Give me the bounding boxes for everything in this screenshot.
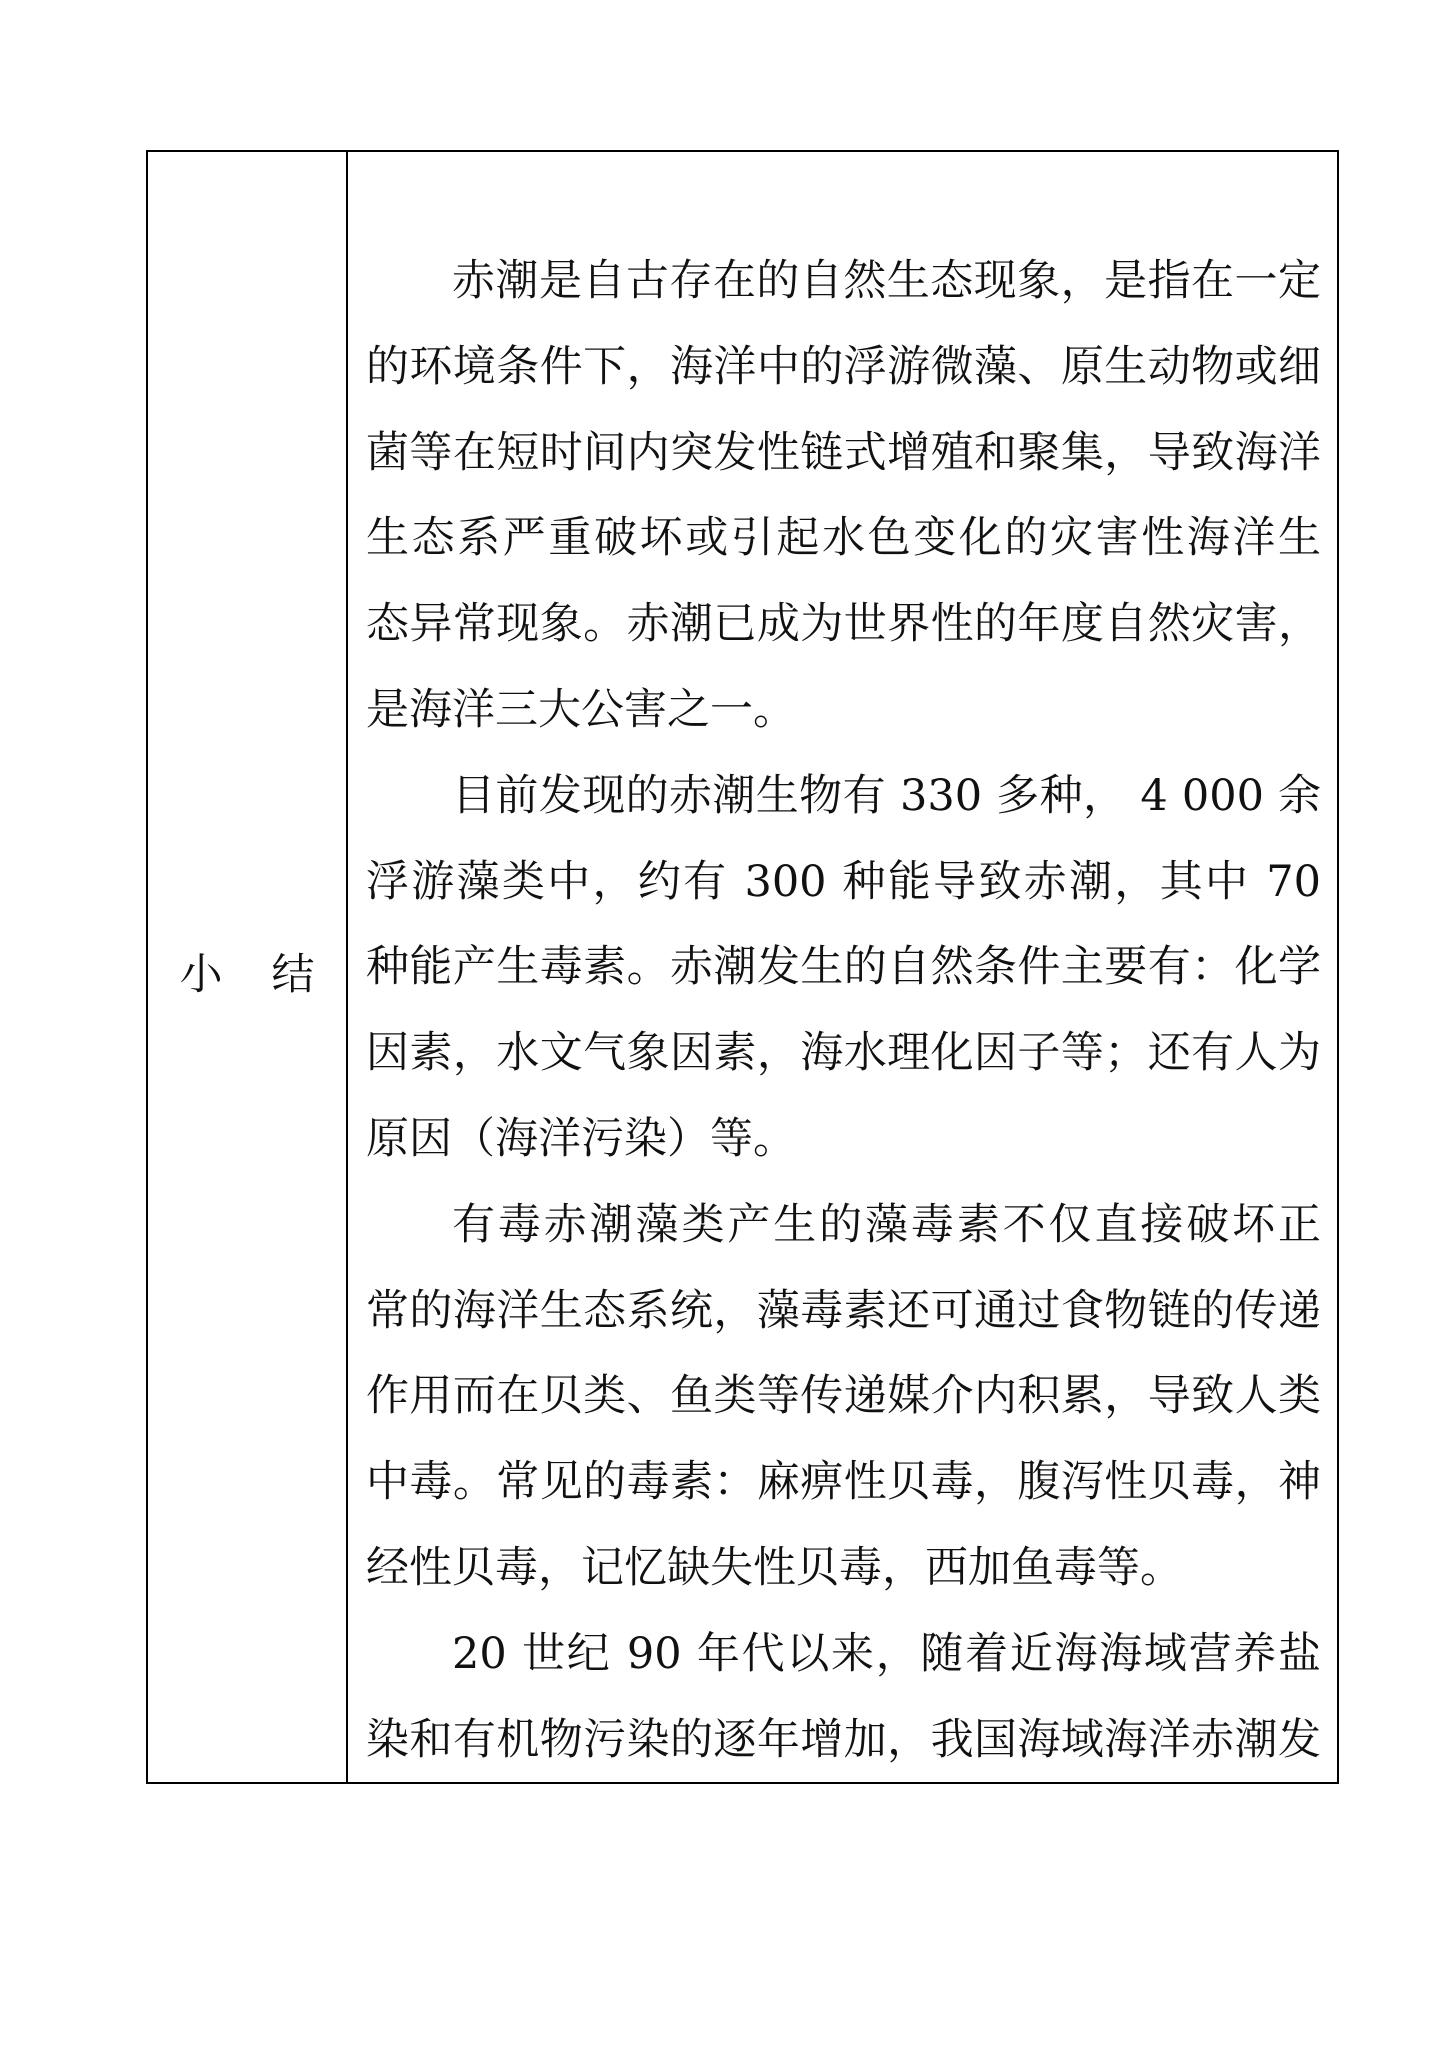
text-line: 赤潮是自古存在的自然生态现象，是指在一定 [452, 256, 1321, 306]
summary-table [146, 150, 1339, 1784]
text-line: 染和有机物污染的逐年增加，我国海域海洋赤潮发 [366, 1714, 1321, 1765]
paragraph-trend [366, 1612, 1321, 1782]
text-line: 的环境条件下，海洋中的浮游微藻、原生动物或细 [366, 341, 1321, 392]
text-line: 有毒赤潮藻类产生的藻毒素不仅直接破坏正 [452, 1199, 1321, 1250]
summary-label: 小结 [179, 949, 364, 1000]
paragraph-toxins [366, 1183, 1321, 1612]
text-line: 20 世纪 90 年代以来，随着近海海域营养盐 [452, 1628, 1321, 1679]
text-line: 作用而在贝类、鱼类等传递媒介内积累，导致人类 [366, 1371, 1321, 1422]
text-line: 目前发现的赤潮生物有 330 多种， 4 000 余 [452, 770, 1321, 821]
text-line: 经性贝毒，记忆缺失性贝毒，西加鱼毒等。 [366, 1542, 1183, 1593]
text-line: 菌等在短时间内突发性链式增殖和聚集，导致海洋 [366, 427, 1321, 478]
text-line: 浮游藻类中，约有 300 种能导致赤潮，其中 70 [366, 856, 1321, 907]
text-line: 态异常现象。赤潮已成为世界性的年度自然灾害， [366, 599, 1321, 650]
content-cell [366, 239, 1321, 1782]
text-line: 常的海洋生态系统，藻毒素还可通过食物链的传递 [366, 1285, 1321, 1336]
text-line: 种能产生毒素。赤潮发生的自然条件主要有：化学 [366, 942, 1321, 993]
text-line: 生态系严重破坏或引起水色变化的灾害性海洋生 [366, 513, 1321, 564]
label-cell [148, 152, 364, 1782]
text-line: 因素，水文气象因素，海水理化因子等；还有人为 [366, 1028, 1321, 1079]
text-line: 中毒。常见的毒素：麻痹性贝毒，腹泻性贝毒，神 [366, 1457, 1321, 1508]
text-line: 是海洋三大公害之一。 [366, 684, 796, 735]
paragraph-organisms [366, 754, 1321, 1183]
text-line: 原因（海洋污染）等。 [366, 1113, 796, 1164]
paragraph-definition [366, 239, 1321, 754]
